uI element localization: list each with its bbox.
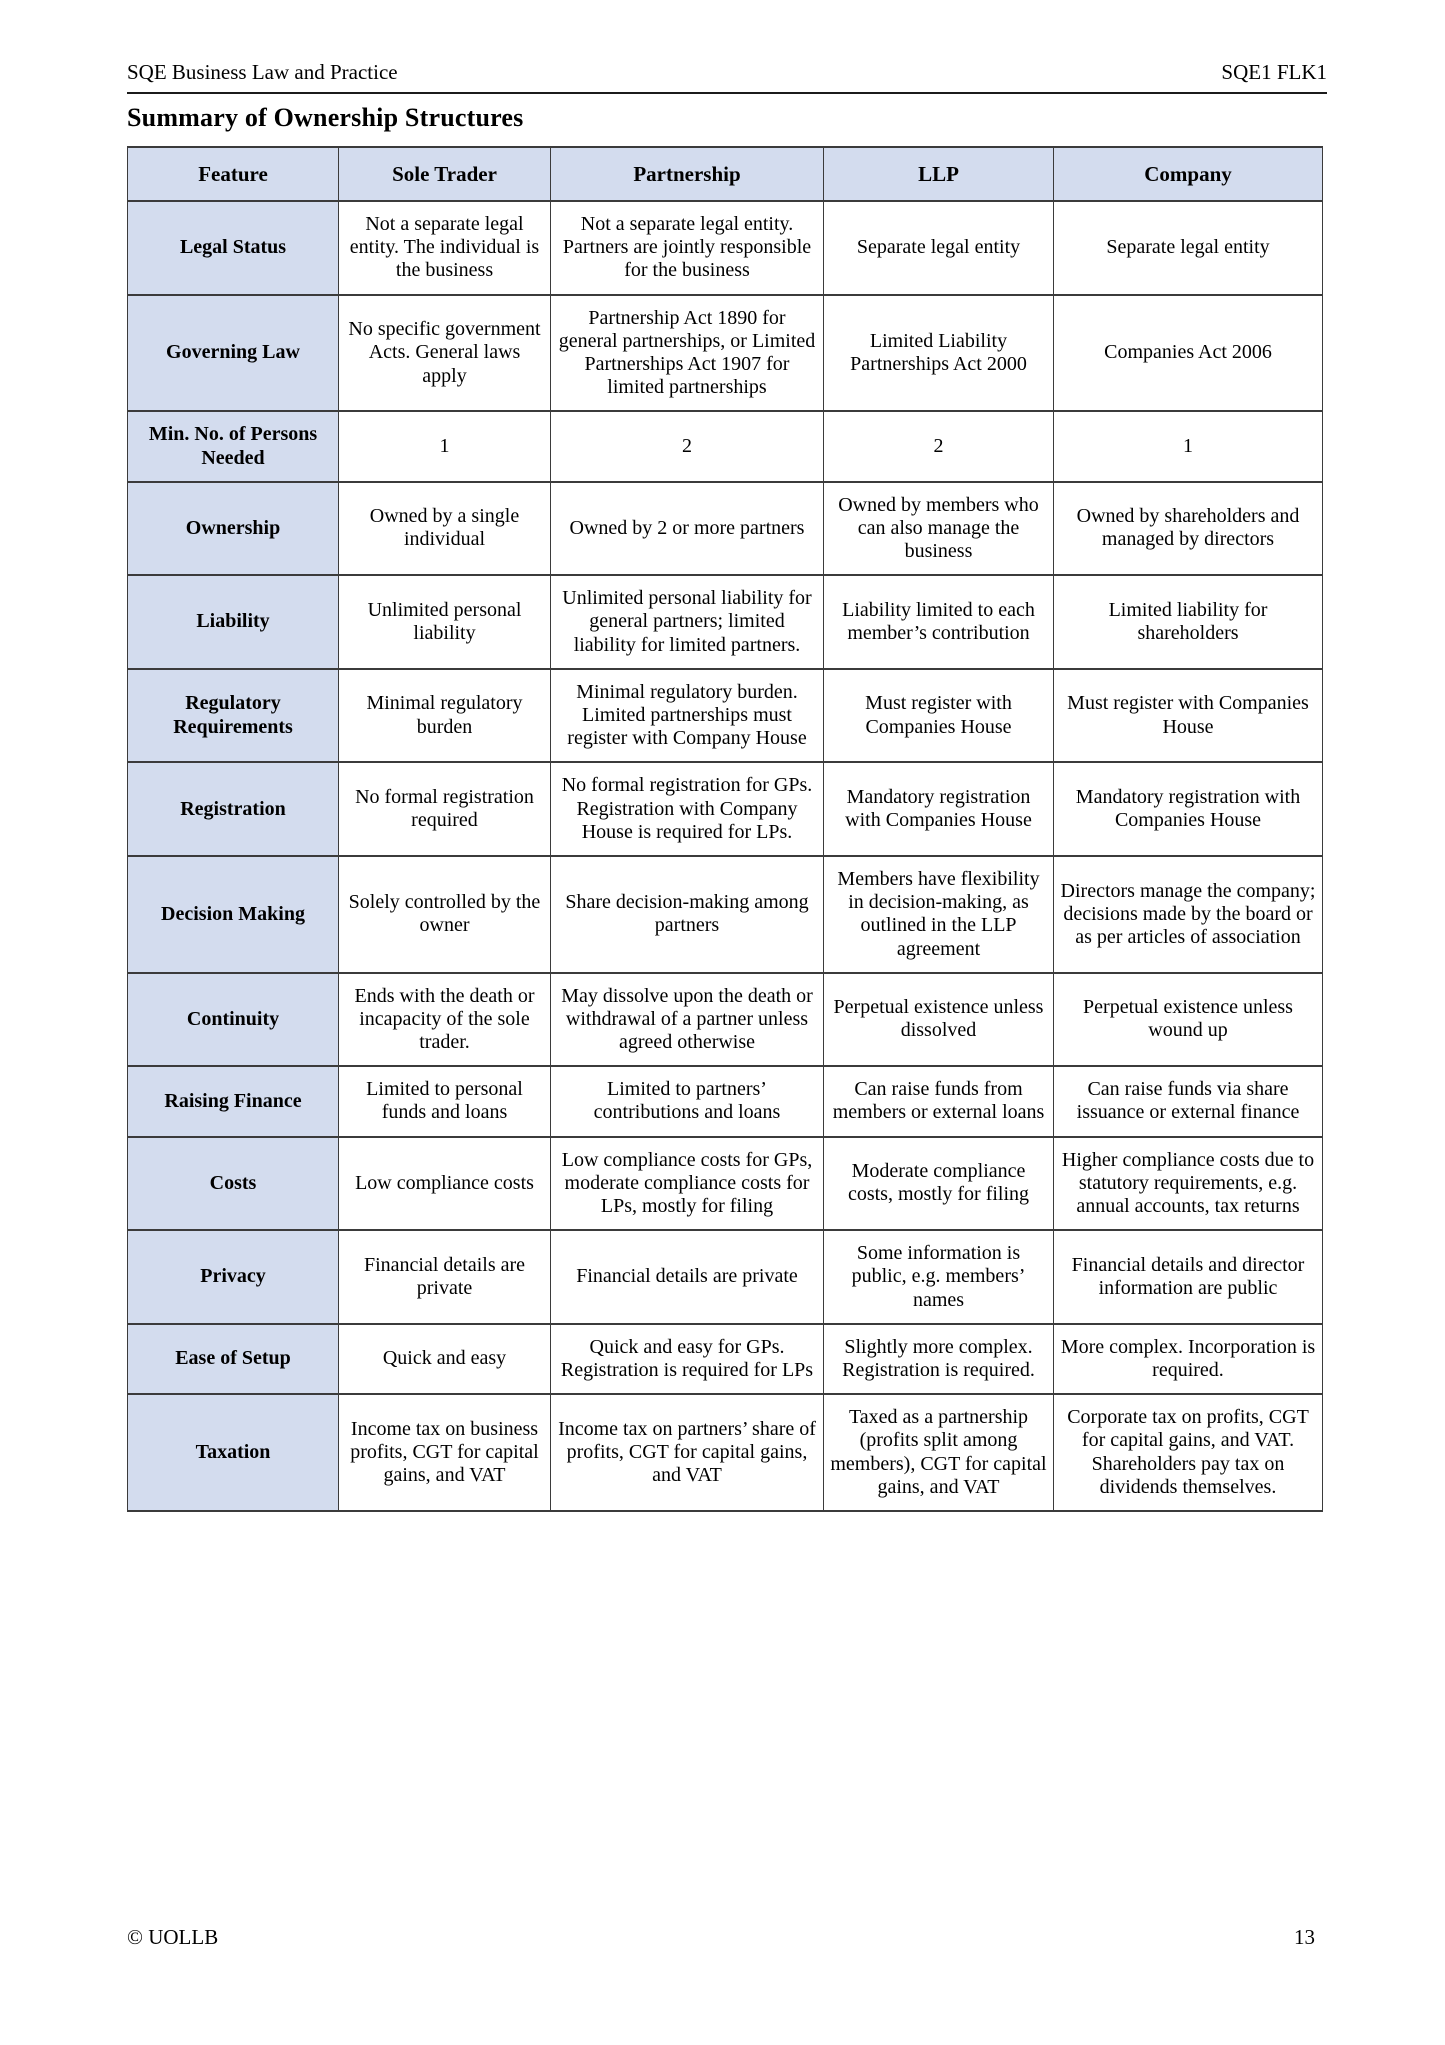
table-cell: Some information is public, e.g. members’ names xyxy=(824,1230,1054,1324)
table-cell: May dissolve upon the death or withdrawal of a partner unless agreed otherwise xyxy=(551,973,824,1067)
table-cell: Must register with Companies House xyxy=(1054,669,1323,763)
table-cell: Separate legal entity xyxy=(1054,201,1323,295)
table-cell: Limited liability for shareholders xyxy=(1054,575,1323,669)
table-cell: Members have flexibility in decision-making, as outlined in the LLP agreement xyxy=(824,856,1054,973)
feature-label: Liability xyxy=(128,575,339,669)
feature-label: Regulatory Requirements xyxy=(128,669,339,763)
feature-label: Ownership xyxy=(128,482,339,576)
table-cell: Income tax on business profits, CGT for capital gains, and VAT xyxy=(339,1394,551,1511)
header-right-text: SQE1 FLK1 xyxy=(1221,60,1327,84)
table-row xyxy=(128,201,1323,295)
table-cell: No specific government Acts. General laws apply xyxy=(339,295,551,412)
table-cell: Limited Liability Partnerships Act 2000 xyxy=(824,295,1054,412)
table-row xyxy=(128,1230,1323,1324)
table-cell: 1 xyxy=(339,411,551,481)
table-cell: Unlimited personal liability for general partners; limited liability for limited partners. xyxy=(551,575,824,669)
page-header xyxy=(127,60,1327,94)
table-cell: More complex. Incorporation is required. xyxy=(1054,1324,1323,1394)
table-cell: Solely controlled by the owner xyxy=(339,856,551,973)
table-cell: Not a separate legal entity. Partners are jointly responsible for the business xyxy=(551,201,824,295)
table-cell: Must register with Companies House xyxy=(824,669,1054,763)
feature-label: Governing Law xyxy=(128,295,339,412)
table-cell: Perpetual existence unless wound up xyxy=(1054,973,1323,1067)
table-cell: Financial details and director information are public xyxy=(1054,1230,1323,1324)
column-header-partnership: Partnership xyxy=(551,147,824,201)
table-cell: Mandatory registration with Companies House xyxy=(824,762,1054,856)
feature-label: Raising Finance xyxy=(128,1066,339,1136)
table-cell: Low compliance costs xyxy=(339,1137,551,1231)
table-cell: Slightly more complex. Registration is required. xyxy=(824,1324,1054,1394)
table-row xyxy=(128,1324,1323,1394)
feature-label: Taxation xyxy=(128,1394,339,1511)
table-cell: Minimal regulatory burden xyxy=(339,669,551,763)
page-title: Summary of Ownership Structures xyxy=(127,103,524,132)
table-cell: Corporate tax on profits, CGT for capital gains, and VAT. Shareholders pay tax on dividends themselves. xyxy=(1054,1394,1323,1511)
table-cell: No formal registration for GPs. Registration with Company House is required for LPs. xyxy=(551,762,824,856)
table-cell: No formal registration required xyxy=(339,762,551,856)
table-cell: Low compliance costs for GPs, moderate compliance costs for LPs, mostly for filing xyxy=(551,1137,824,1231)
table-cell: Owned by shareholders and managed by directors xyxy=(1054,482,1323,576)
table-cell: Quick and easy xyxy=(339,1324,551,1394)
header-left-text: SQE Business Law and Practice xyxy=(127,60,398,84)
table-cell: Not a separate legal entity. The individual is the business xyxy=(339,201,551,295)
feature-label: Registration xyxy=(128,762,339,856)
table-cell: Perpetual existence unless dissolved xyxy=(824,973,1054,1067)
table-cell: Owned by a single individual xyxy=(339,482,551,576)
feature-label: Ease of Setup xyxy=(128,1324,339,1394)
feature-label: Decision Making xyxy=(128,856,339,973)
table-row xyxy=(128,1066,1323,1136)
table-cell: Income tax on partners’ share of profits, CGT for capital gains, and VAT xyxy=(551,1394,824,1511)
table-row xyxy=(128,411,1323,481)
table-cell: Can raise funds from members or external loans xyxy=(824,1066,1054,1136)
table-cell: Unlimited personal liability xyxy=(339,575,551,669)
table-cell: Financial details are private xyxy=(339,1230,551,1324)
table-cell: Ends with the death or incapacity of the sole trader. xyxy=(339,973,551,1067)
table-body xyxy=(128,201,1323,1511)
table-cell: Minimal regulatory burden. Limited partnerships must register with Company House xyxy=(551,669,824,763)
table-cell: Owned by members who can also manage the business xyxy=(824,482,1054,576)
table-cell: Owned by 2 or more partners xyxy=(551,482,824,576)
feature-label: Continuity xyxy=(128,973,339,1067)
table-cell: Moderate compliance costs, mostly for filing xyxy=(824,1137,1054,1231)
table-cell: Financial details are private xyxy=(551,1230,824,1324)
table-row xyxy=(128,762,1323,856)
table-row xyxy=(128,1137,1323,1231)
feature-label: Costs xyxy=(128,1137,339,1231)
column-header-sole-trader: Sole Trader xyxy=(339,147,551,201)
page-number: 13 xyxy=(1294,1925,1315,1949)
table-cell: Directors manage the company; decisions made by the board or as per articles of association xyxy=(1054,856,1323,973)
table-row xyxy=(128,575,1323,669)
table-cell: Quick and easy for GPs. Registration is required for LPs xyxy=(551,1324,824,1394)
table-row xyxy=(128,669,1323,763)
table-row xyxy=(128,1394,1323,1511)
table-cell: Limited to partners’ contributions and loans xyxy=(551,1066,824,1136)
table-cell: Higher compliance costs due to statutory requirements, e.g. annual accounts, tax returns xyxy=(1054,1137,1323,1231)
table-header-row xyxy=(128,147,1323,201)
feature-label: Min. No. of Persons Needed xyxy=(128,411,339,481)
copyright-text: © UOLLB xyxy=(127,1925,219,1949)
column-header-llp: LLP xyxy=(824,147,1054,201)
table-cell: Separate legal entity xyxy=(824,201,1054,295)
table-cell: Taxed as a partnership (profits split among members), CGT for capital gains, and VAT xyxy=(824,1394,1054,1511)
table-cell: Can raise funds via share issuance or external finance xyxy=(1054,1066,1323,1136)
table-cell: Limited to personal funds and loans xyxy=(339,1066,551,1136)
table-row xyxy=(128,856,1323,973)
page-footer xyxy=(127,1925,1315,1950)
table-row xyxy=(128,295,1323,412)
table-cell: 2 xyxy=(551,411,824,481)
table-row xyxy=(128,973,1323,1067)
table-cell: Partnership Act 1890 for general partnerships, or Limited Partnerships Act 1907 for limited partnerships xyxy=(551,295,824,412)
table-cell: Liability limited to each member’s contribution xyxy=(824,575,1054,669)
column-header-feature: Feature xyxy=(128,147,339,201)
table-cell: Mandatory registration with Companies House xyxy=(1054,762,1323,856)
table-cell: 1 xyxy=(1054,411,1323,481)
table-cell: Companies Act 2006 xyxy=(1054,295,1323,412)
table-cell: Share decision-making among partners xyxy=(551,856,824,973)
ownership-structures-table xyxy=(127,146,1323,1512)
feature-label: Privacy xyxy=(128,1230,339,1324)
table-cell: 2 xyxy=(824,411,1054,481)
table-row xyxy=(128,482,1323,576)
feature-label: Legal Status xyxy=(128,201,339,295)
column-header-company: Company xyxy=(1054,147,1323,201)
